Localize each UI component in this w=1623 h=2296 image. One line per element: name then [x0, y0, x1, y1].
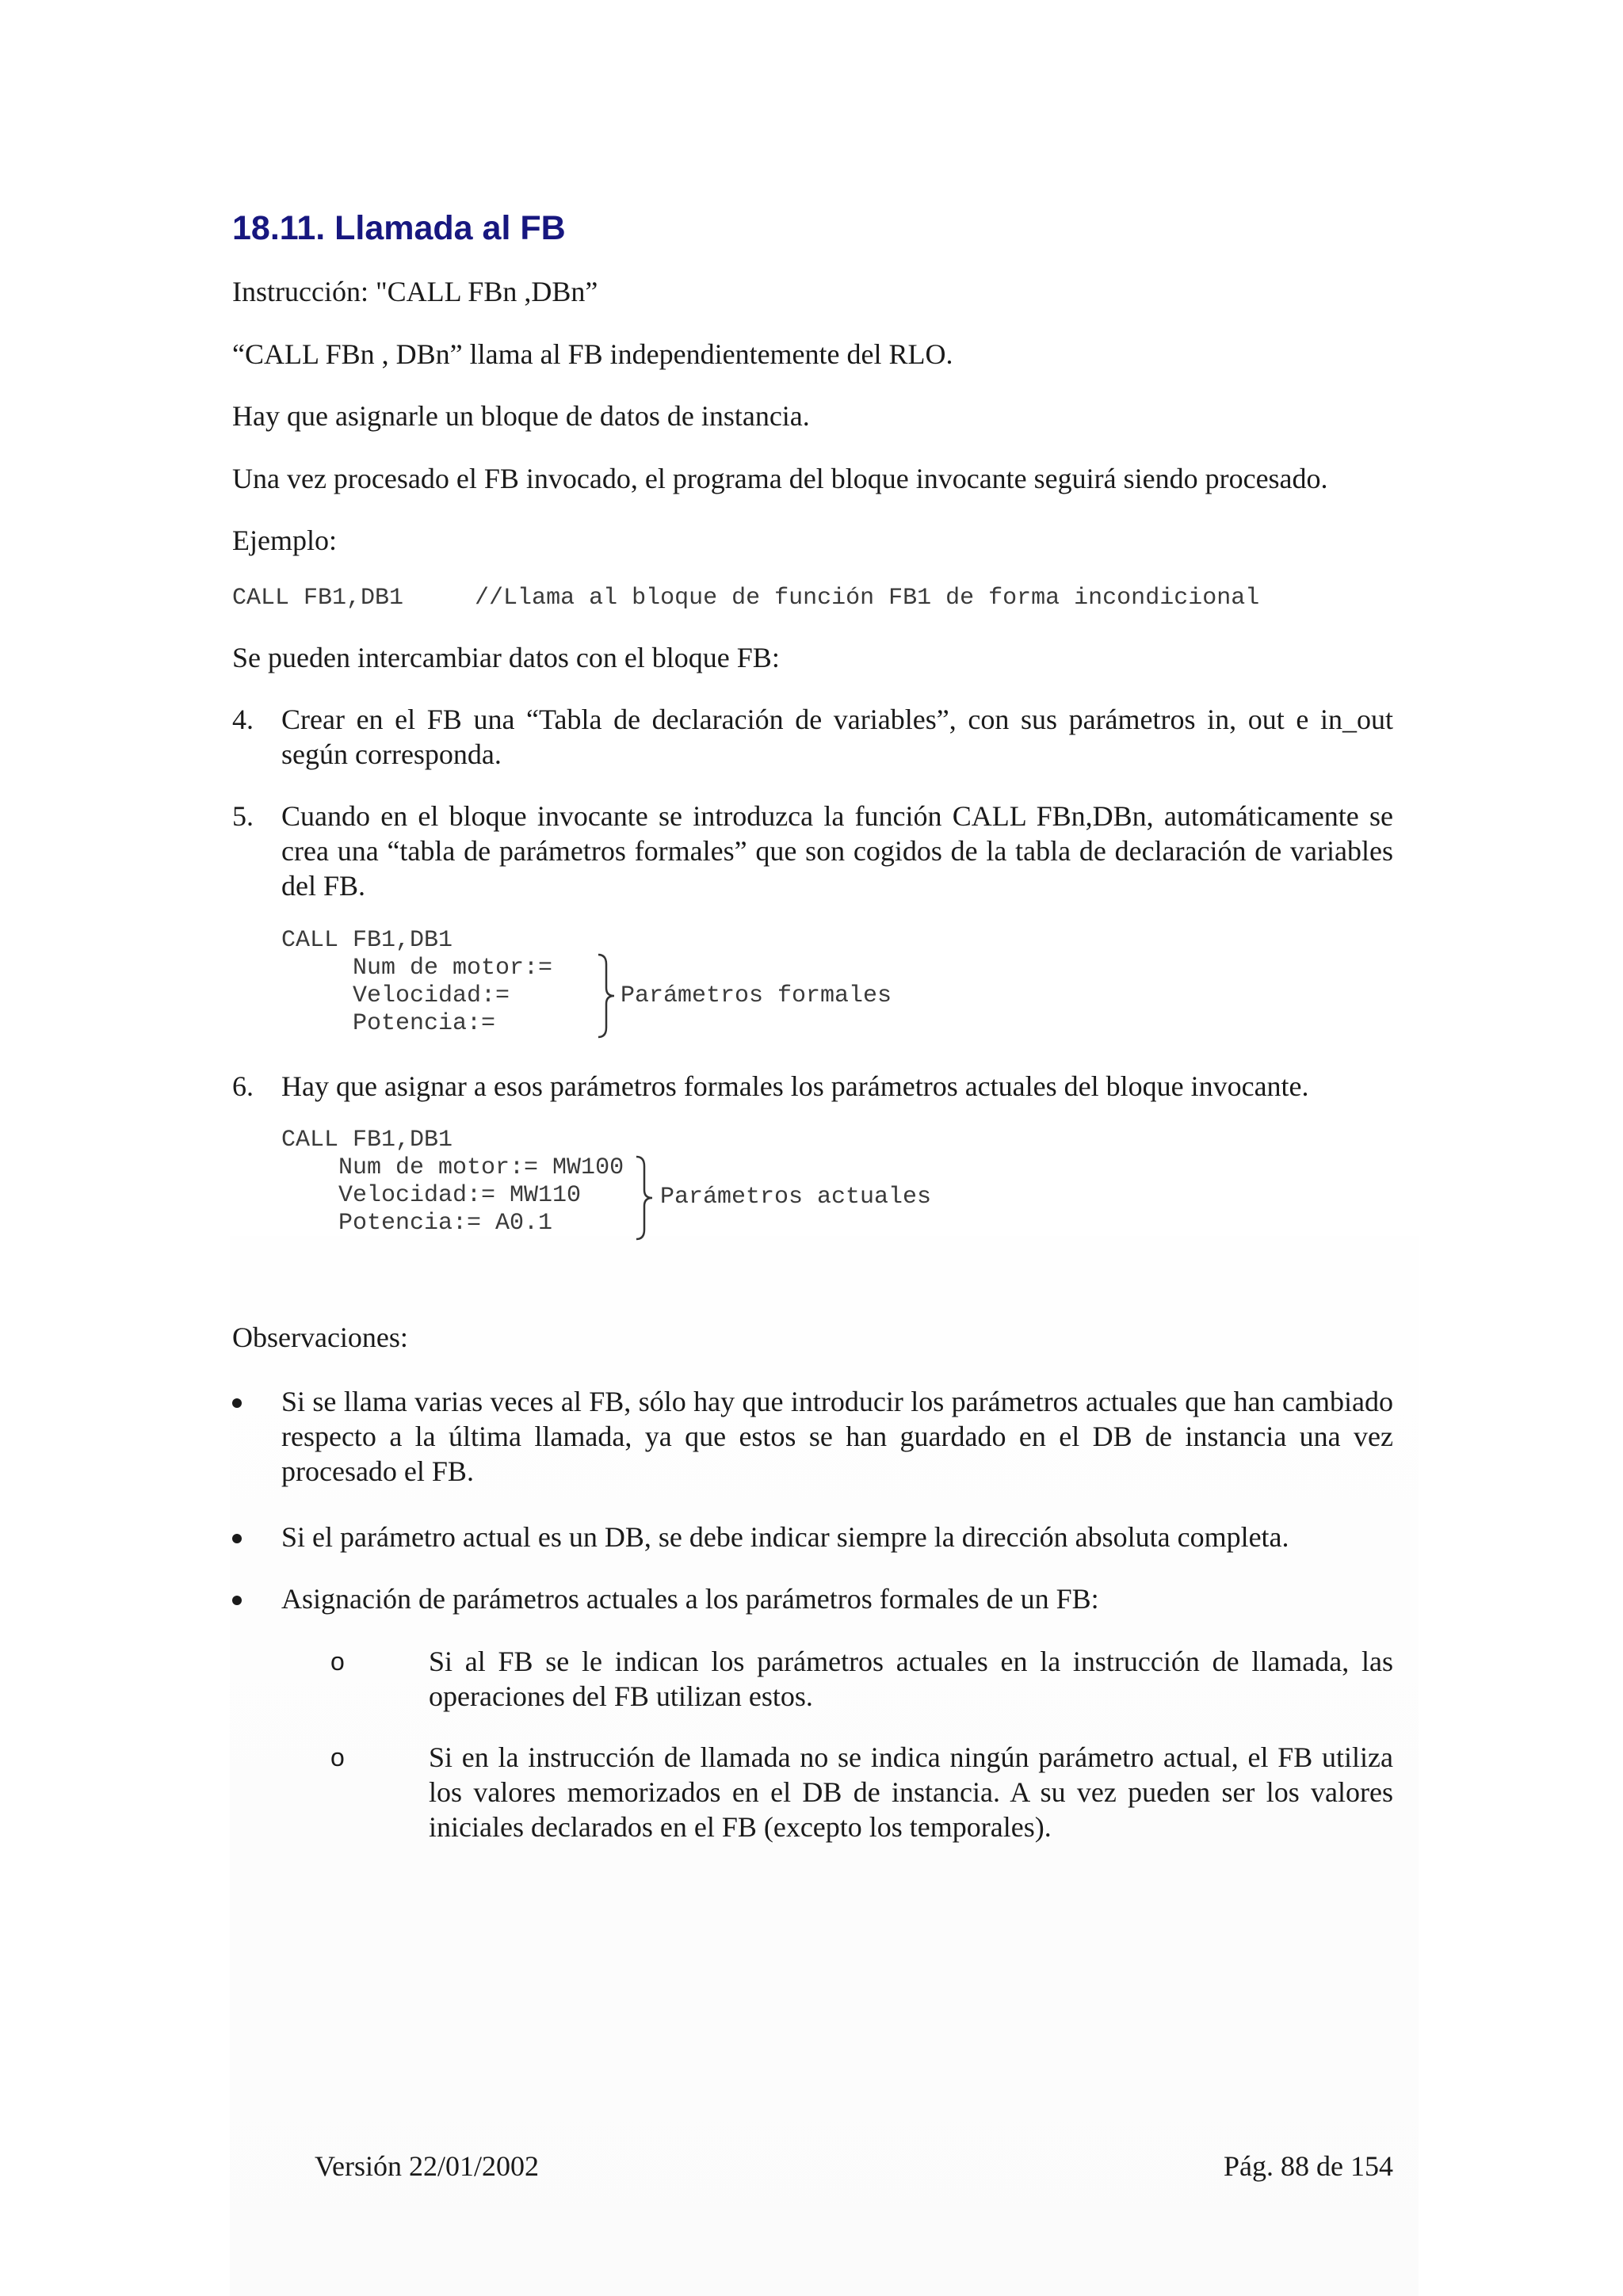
example-label: Ejemplo: [232, 524, 337, 556]
step-text: Hay que asignar a esos parámetros formales los parámetros actuales del bloque invocante. [281, 1070, 1309, 1102]
bullet-text: Si el parámetro actual es un DB, se debe indicar siempre la dirección absoluta completa. [281, 1521, 1289, 1553]
code-param-line: Velocidad:= [281, 982, 510, 1009]
instance-db-note: Hay que asignarle un bloque de datos de instancia. [232, 400, 810, 432]
example-code: CALL FB1,DB1 //Llama al bloque de función FB1 de forma incondicional [232, 585, 1260, 612]
bullet-text: Si se llama varias veces al FB, sólo hay que introducir los parámetros actuales que han cambiado respecto a la última llamada, ya que estos se han guardado en el DB de instancia una vez procesado el FB. [281, 1386, 1393, 1487]
code-param-line: Num de motor:= MW100 [281, 1154, 624, 1181]
bullet-text: Asignación de parámetros actuales a los parámetros formales de un FB: [281, 1583, 1099, 1615]
circle-bullet-icon: o [330, 1647, 345, 1676]
step-number: 5. [232, 800, 254, 832]
code-param-line: Num de motor:= [281, 955, 553, 982]
observations-heading: Observaciones: [232, 1322, 408, 1353]
code-call-line: CALL FB1,DB1 [281, 927, 453, 954]
code-param-line: Velocidad:= MW110 [281, 1182, 582, 1209]
formal-parameters-label: Parámetros formales [621, 982, 892, 1009]
step-text: Cuando en el bloque invocante se introduzca la función CALL FBn,DBn, automáticamente se crea una “tabla de parámetros formales” que son cogidos de la tabla de declaración de variables del FB. [281, 800, 1393, 902]
code-param-line: Potencia:= A0.1 [281, 1210, 553, 1237]
instruction-line: Instrucción: "CALL FBn ,DBn” [232, 276, 598, 307]
section-heading: 18.11. Llamada al FB [232, 209, 566, 247]
right-brace-icon [635, 1155, 657, 1241]
step-text: Crear en el FB una “Tabla de declaración de variables”, con sus parámetros in, out e in_out según corresponda. [281, 704, 1393, 770]
bullet-item [232, 1581, 1393, 1616]
call-description: “CALL FBn , DBn” llama al FB independientemente del RLO. [232, 338, 953, 370]
circle-bullet-icon: o [330, 1743, 345, 1772]
actual-parameters-code [281, 1127, 624, 1238]
bullet-item [232, 1384, 1393, 1489]
sub-bullet-text: Si en la instrucción de llamada no se indica ningún parámetro actual, el FB utiliza los valores memorizados en el DB de instancia. A su vez pueden ser los valores iniciales declarados en el FB (excepto los temporales). [429, 1741, 1393, 1843]
processing-note: Una vez procesado el FB invocado, el programa del bloque invocante seguirá siendo procesado. [232, 463, 1328, 494]
exchange-text: Se pueden intercambiar datos con el bloque FB: [232, 642, 780, 673]
step-number: 4. [232, 704, 254, 735]
sub-bullet-item [330, 1740, 1393, 1844]
code-param-line: Potencia:= [281, 1010, 496, 1037]
step-item [232, 1069, 1393, 1104]
footer-version: Versión 22/01/2002 [315, 2150, 539, 2182]
right-brace-icon [597, 953, 619, 1039]
step-item [232, 799, 1393, 903]
step-number: 6. [232, 1070, 254, 1102]
bullet-item [232, 1520, 1393, 1554]
step-item [232, 702, 1393, 772]
bullet-icon [232, 1596, 242, 1605]
actual-parameters-label: Parámetros actuales [660, 1184, 932, 1211]
bullet-icon [232, 1398, 242, 1408]
formal-parameters-code [281, 927, 552, 1038]
sub-bullet-text: Si al FB se le indican los parámetros actuales en la instrucción de llamada, las operaciones del FB utilizan estos. [429, 1646, 1393, 1712]
code-call-line: CALL FB1,DB1 [281, 1127, 453, 1154]
sub-bullet-item [330, 1644, 1393, 1714]
footer-page-number: Pág. 88 de 154 [1224, 2150, 1393, 2182]
bullet-icon [232, 1534, 242, 1543]
